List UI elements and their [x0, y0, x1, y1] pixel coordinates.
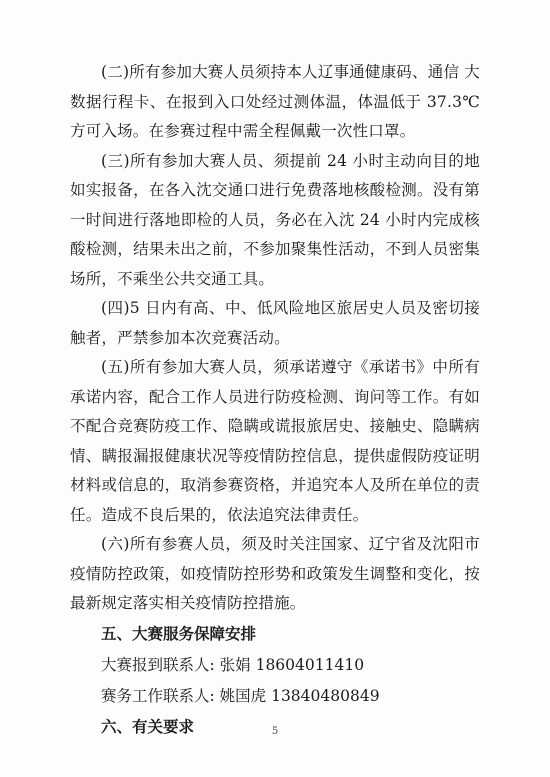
section-six-heading: 六、有关要求	[101, 717, 195, 736]
paragraph-health-code: (二)所有参加大赛人员须持本人辽事通健康码、通信 大数据行程卡、在报到入口处经过测体温，体温低于 37.3℃方可入场。在参赛过程中需全程佩戴一次性口罩。	[70, 63, 480, 140]
page-number: 5	[271, 726, 279, 737]
contact-affairs: 赛务工作联系人: 姚国虎 13840480849	[101, 686, 380, 705]
paragraph-commitment: (五)所有参加大赛人员，须承诺遵守《承诺书》中所有承诺内容，配合工作人员进行防疫检测、询问等工作。有如不配合竞赛防疫工作、隐瞒或谎报旅居史、接触史、隐瞒病情、瞒报漏报健康状况等疫情防控信息，提供虚假防疫证明材料或信息的，取消参赛资格，并追究本人及所在单位的责任。造成不良后果的，依法追究法律责任。	[70, 358, 480, 524]
paragraph-nucleic-test: (三)所有参加大赛人员、须提前 24 小时主动向目的地如实报备，在各入沈交通口进行免费落地核酸检测。没有第一时间进行落地即检的人员，务必在入沈 24 小时内完成核酸检测，结果未出之前，不参加聚集性活动，不到人员密集场所，不乘坐公共交通工具。	[70, 151, 480, 288]
paragraph-policy: (六)所有参赛人员，须及时关注国家、辽宁省及沈阳市疫情防控政策，如疫情防控形势和政策发生调整和变化，按最新规定落实相关疫情防控措施。	[70, 535, 480, 612]
document-body	[70, 58, 480, 743]
section-five-heading: 五、大赛服务保障安排	[101, 624, 257, 643]
paragraph-risk-area: (四)5 日内有高、中、低风险地区旅居史人员及密切接触者，严禁参加本次竞赛活动。	[70, 299, 480, 347]
contact-registration: 大赛报到联系人: 张娟 18604011410	[101, 655, 365, 674]
